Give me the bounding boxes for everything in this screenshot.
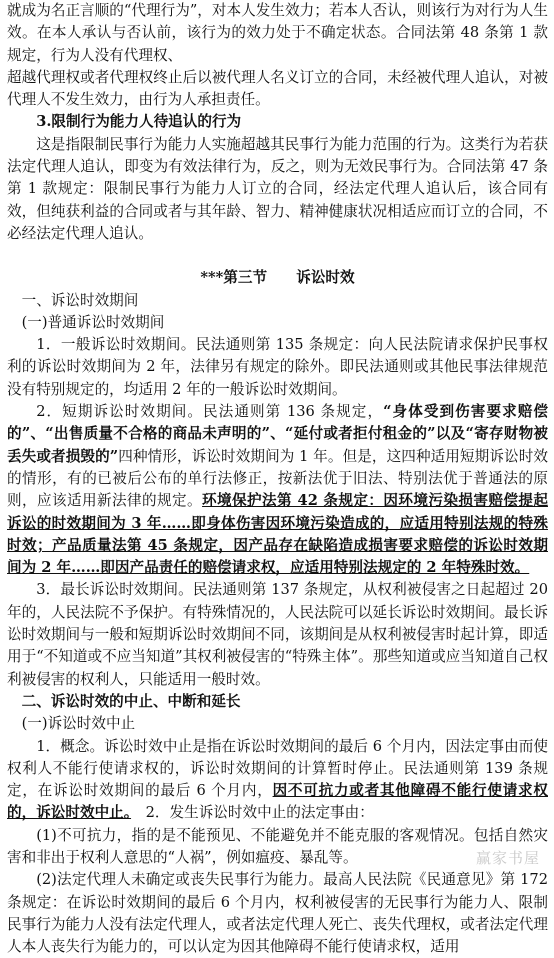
text-run: 2．短期诉讼时效期间。民法通则第 136 条规定， xyxy=(36,403,384,421)
paragraph xyxy=(7,736,548,825)
underlined-bold-text-run: 因不可抗力或者其他障碍不能行使请求权的，诉讼时效中止。 xyxy=(7,782,548,822)
paragraph: (2)法定代理人未确定或丧失民事行为能力。最高人民法院《民通意见》第 172 条规定：在诉讼时效期间的最后 6 个月内，权利被侵害的无民事行为能力人、限制民事行为能力人没有法定代理人，或者法定代理人死亡、丧失代理权，或者法定代理人本人丧失行为能力的，可以认定为因其他障碍不能行使请求权，适用 xyxy=(7,871,548,956)
bold-text-run: “身体受到伤害要求赔偿的”、“出售质量不合格的商品未声明的”、“延付或者拒付租金的”以及“寄存财物被丢失或者损毁的” xyxy=(7,403,548,465)
paragraph: 就成为名正言顺的“代理行为”，对本人发生效力；若本人否认，则该行为对行为人生效。在本人承认与否认前，该行为的效力处于不确定状态。合同法第 48 条第 1 款规定，行为人没有代理权、 xyxy=(7,2,548,64)
spacer xyxy=(7,245,548,267)
chapter-title: ***第三节 诉讼时效 xyxy=(200,269,355,287)
text-run: 2．发生诉讼时效中止的法定事由： xyxy=(131,804,374,822)
underlined-bold-text-run: 环境保护法第 42 条规定：因环境污染损害赔偿提起诉讼的时效期间为 3 年……即身体伤害因环境污染造成的，应适用特别法规的特殊时效；产品质量法第 45 条规定，因产品存在缺陷造成损害要求赔偿的诉讼时效期间为 2 年……即因产品责任的赔偿请求权，应适用特别法规定的 2 年特殊时效。 xyxy=(7,492,548,577)
section-heading: 3.限制行为能力人待追认的行为 xyxy=(36,113,242,131)
section-heading: 一、诉讼时效期间 xyxy=(21,291,139,309)
paragraph xyxy=(7,401,548,579)
watermark: 赢家书屋 xyxy=(475,848,540,867)
paragraph: 超越代理权或者代理权终止后以被代理人名义订立的合同，未经被代理人追认，对被代理人不发生效力，由行为人承担责任。 xyxy=(7,68,548,109)
text-run: 1．概念。诉讼时效中止是指在诉讼时效期间的最后 6 个月内，因法定事由而使权利人不能行使请求权的，诉讼时效期间的计算暂时停止。民法通则第 139 条规定，在诉讼时效期间的最后 6 个月内， xyxy=(7,737,548,800)
paragraph: 3．最长诉讼时效期间。民法通则第 137 条规定，从权利被侵害之日起超过 20 年的，人民法院不予保护。有特殊情况的，人民法院可以延长诉讼时效期间。最长诉讼时效期间与一般和短期诉讼时效期间不同，该期间是从权利被侵害时起计算，即适用于“不知道或不应当知道”其权利被侵害的“特殊主体”。那些知道或应当知道自己权利被侵害的权利人，只能适用一般时效。 xyxy=(7,581,548,688)
paragraph: (1)不可抗力，指的是不能预见、不能避免并不能克服的客观情况。包括自然灾害和非出于权利人意思的“人祸”，例如瘟疫、暴乱等。 xyxy=(7,826,548,866)
subsection-heading: (一)诉讼时效中止 xyxy=(21,715,136,733)
paragraph: 1．一般诉讼时效期间。民法通则第 135 条规定：向人民法院请求保护民事权利的诉讼时效期间为 2 年，法律另有规定的除外。即民法通则或其他民事法律规范没有特别规定的，均适用 2 年的一般诉讼时效期间。 xyxy=(7,336,548,398)
section-heading: 二、诉讼时效的中止、中断和延长 xyxy=(21,692,241,710)
subsection-heading: (一)普通诉讼时效期间 xyxy=(21,313,165,331)
text-run: 四种情形，诉讼时效期间为 1 年。但是，这四种适用短期诉讼时效的情形，有的已被后公布的单行法修正，按新法优于旧法、特别法优于普通法的原则，应该适用新法律的规定。 xyxy=(7,447,548,510)
paragraph: 这是指限制民事行为能力人实施超越其民事行为能力范围的行为。这类行为若获法定代理人追认，即变为有效法律行为，反之，则为无效民事行为。合同法第 47 条第 1 款规定：限制民事行为能力人订立的合同，经法定代理人追认后，该合同有效，但纯获利益的合同或者与其年龄、智力、精神健康状况相适应而订立的合同，不必经法定代理人追认。 xyxy=(7,135,548,242)
